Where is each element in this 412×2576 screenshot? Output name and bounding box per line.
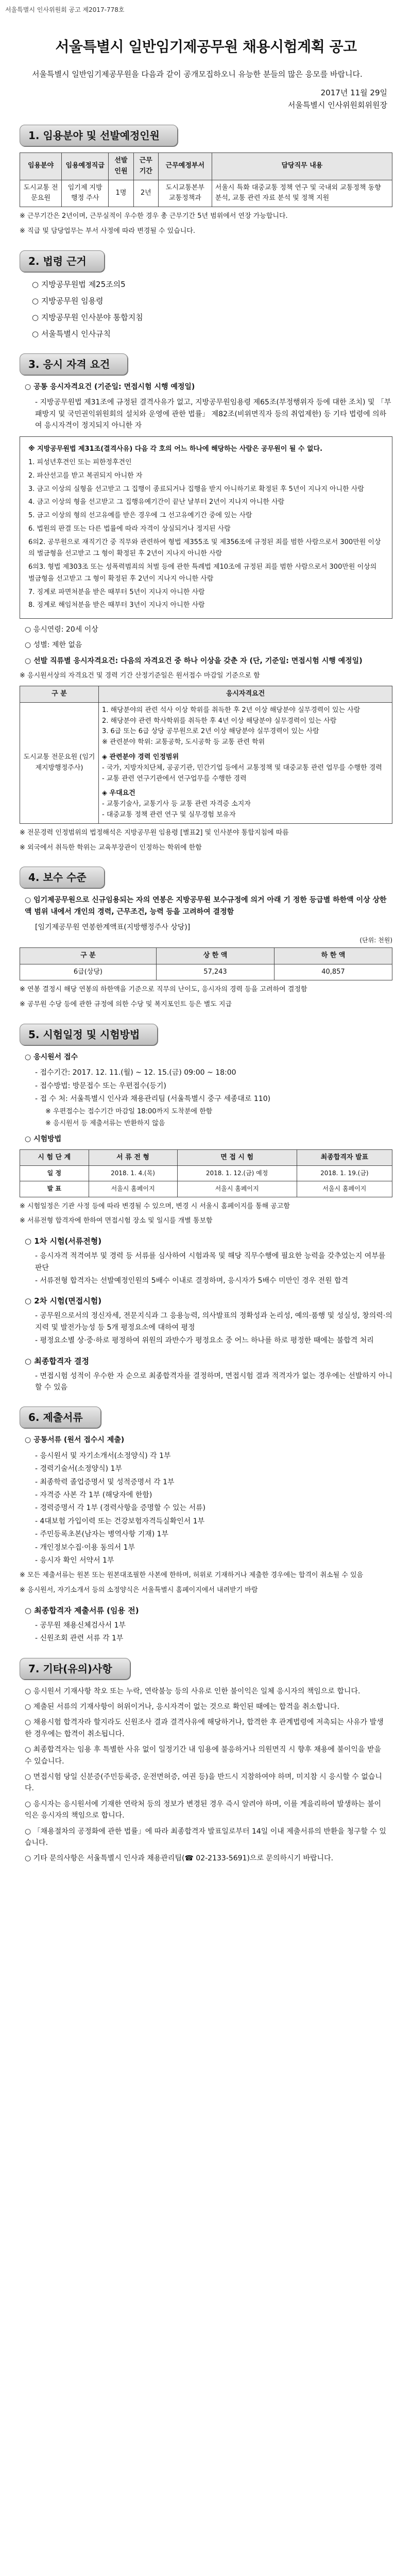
table-row [20, 180, 392, 207]
table-row [20, 702, 392, 823]
doc-item: - 개인정보수집·이용 동의서 1부 [35, 1543, 135, 1552]
disqual-row: 2. 파산선고를 받고 복권되지 아니한 자 [28, 471, 143, 480]
table-row [20, 1166, 392, 1181]
cell: 2018. 1. 19.(금) [297, 1166, 392, 1181]
section2-title: 2. 법령 근거 [20, 250, 392, 272]
qualification-table [20, 686, 392, 824]
cell: 2018. 1. 4.(목) [89, 1166, 177, 1181]
cell: 서울시 홈페이지 [297, 1181, 392, 1197]
doc-item: - 경력증명서 각 1부 (경력사항을 증명할 수 있는 서류) [35, 1504, 205, 1513]
disqual-row: 8. 징계로 해임처분을 받은 때부터 3년이 지나지 아니한 사람 [28, 601, 205, 609]
req-line: 2. 해당분야 관련 학사학위를 취득한 후 4년 이상 해당분야 실무경력이 있는 사람 [102, 717, 337, 725]
doc-item: - 주민등록초본(남자는 병역사항 기재) 1부 [35, 1530, 169, 1539]
disqualification-box [20, 436, 392, 619]
final-decision-title: ○ 최종합격자 결정 [25, 1356, 89, 1366]
note: ※ 근무기간은 2년이며, 근무실적이 우수한 경우 총 근무기간 5년 범위에서 연장 가능합니다. [20, 212, 288, 221]
disqual-row: 3. 금고 이상의 실형을 선고받고 그 집행이 종료되거나 집행을 받지 아니하기로 확정된 후 5년이 지나지 아니한 사람 [28, 485, 364, 493]
th-requirement: 응시자격요건 [99, 686, 392, 703]
disqual-title: ※ 지방공무원법 제31조(결격사유) 다음 각 호의 어느 하나에 해당하는 사람은 공무원이 될 수 없다. [28, 445, 323, 453]
docs-title: ○ 공통서류 (원서 접수시 제출) [25, 1436, 125, 1445]
pref2-line: - 교통기술사, 교통기사 등 교통 관련 자격증 소지자 [102, 800, 251, 808]
cell: 일 정 [20, 1166, 89, 1181]
caution-item: ○ 제출된 서류의 기재사항이 허위이거나, 응시자격이 없는 것으로 확인된 때에는 합격을 취소합니다. [25, 1703, 340, 1711]
disqual-row: 6의3. 형법 제303조 또는 성폭력범죄의 처벌 등에 관한 특례법 제10조에 규정된 죄를 범한 사람으로서 300만원 이상의 벌금형을 선고받고 그 형이 확정된 후 2년이 지나지 아니한 사람 [28, 563, 377, 583]
cell-period: 2년 [133, 180, 158, 207]
cell: 서울시 홈페이지 [177, 1181, 297, 1197]
schedule-title: ○ 시험방법 [25, 1135, 62, 1144]
doc-item: - 4대보험 가입이력 또는 건강보험자격득실확인서 1부 [35, 1517, 205, 1526]
note: ※ 응시원서, 자기소개서 등의 소정양식은 서울특별시 홈페이지에서 내려받기 바람 [20, 1586, 258, 1595]
cell: 발 표 [20, 1181, 89, 1197]
intro-text: 서울특별시 일반임기제공무원을 다음과 같이 공개모집하오니 유능한 분들의 많은 응모를 바랍니다. [32, 69, 363, 79]
apply-item: - 접수기간: 2017. 12. 11.(월) ~ 12. 15.(금) 09:00 ~ 18:00 [35, 1069, 236, 1077]
disqual-row: 1. 피성년후견인 또는 피한정후견인 [28, 459, 132, 467]
cell: 서울시 홈페이지 [89, 1181, 177, 1197]
common-req-text: - 지방공무원법 제31조에 규정된 결격사유가 없고, 지방공무원임용령 제65조(부정행위자 등에 대한 조치) 및 「부패방지 및 국민권익위원회의 설치와 운영에 관한 법률」 제82조(비위면직자 등의 취업제한) 등 기타 법령에 의하여 응시자격이 정지되지 아니한 자 [35, 398, 391, 430]
table-row [20, 1181, 392, 1197]
cell-max: 57,243 [156, 964, 274, 980]
caution-item: ○ 면접시험 당일 신분증(주민등록증, 운전면허증, 여권 등)을 반드시 지참하여야 하며, 미지참 시 응시할 수 없습니다. [25, 1773, 382, 1793]
list-item: ○ 서울특별시 인사규칙 [32, 329, 111, 338]
apply-title: ○ 응시원서 접수 [25, 1053, 78, 1061]
section5-title: 5. 시험일정 및 시험방법 [20, 1024, 392, 1045]
section7-title: 7. 기타(유의)사항 [20, 1658, 392, 1680]
cell: 2018. 1. 12.(금) 예정 [177, 1166, 297, 1181]
gender-req: ○ 성별: 제한 없음 [25, 641, 82, 650]
th-field: 임용분야 [20, 152, 62, 180]
pref-title: ◈ 관련분야 경력 인정범위 [102, 753, 179, 761]
section4-title: 4. 보수 수준 [20, 867, 392, 888]
th-dept: 근무예정부서 [158, 152, 212, 180]
caution-item: ○ 기타 문의사항은 서울특별시 인사과 채용관리팀(☎ 02-2133-5691)으로 문의하시기 바랍니다. [25, 1854, 334, 1863]
cell-duties: 서울시 특화 대중교통 정책 연구 및 국내외 교통정책 동향 분석, 교통 관련 자료 분석 및 정책 지원 [212, 180, 392, 207]
age-req: ○ 응시연령: 20세 이상 [25, 625, 98, 634]
table-row [20, 964, 392, 980]
list-item: ○ 지방공무원 임용령 [32, 296, 104, 306]
req-line: ※ 관련분야 학위: 교통공학, 도시공학 등 교통 관련 학위 [102, 738, 265, 747]
disqual-row: 5. 금고 이상의 형의 선고유예를 받은 경우에 그 선고유예기간 중에 있는 사람 [28, 512, 252, 520]
cell-field: 도시교통 전문요원 (임기제지방행정주사) [20, 702, 99, 823]
note: ※ 응시원서상의 자격요건 및 경력 기간 산정기준일은 원서접수 마감일 기준으로 함 [20, 672, 260, 680]
note: ※ 모든 제출서류는 원본 또는 원본대조필한 사본에 한하며, 허위로 기재하거나 제출한 경우에는 합격이 취소될 수 있음 [20, 1571, 364, 1580]
cell-dept: 도시교통본부 교통정책과 [158, 180, 212, 207]
note: ※ 공무원 수당 등에 관한 규정에 의한 수당 및 복지포인트 등은 별도 지급 [20, 1001, 232, 1009]
th-category: 구 분 [20, 947, 157, 964]
apply-item: ※ 응시원서 등 제출서류는 반환하지 않음 [45, 1120, 165, 1128]
req-line: 1. 해당분야의 관련 석사 이상 학위를 취득한 후 2년 이상 해당분야 실무경력이 있는 사람 [102, 706, 360, 714]
th-period: 근무기간 [133, 152, 158, 180]
table-header-row [20, 686, 392, 703]
final-docs-title: ○ 최종합격자 제출서류 (임용 전) [25, 1605, 139, 1615]
cell-min: 40,857 [274, 964, 392, 980]
note: ※ 연봉 결정시 해당 연봉의 하한액을 기준으로 직무의 난이도, 응시자의 경력 등을 고려하여 결정함 [20, 986, 307, 994]
common-req-title: ○ 공통 응시자격요건 (기준일: 면접시험 시행 예정일) [25, 382, 195, 391]
doc-screen-title: ○ 1차 시험(서류전형) [25, 1236, 102, 1246]
caution-item: ○ 응시원서 기재사항 착오 또는 누락, 연락불능 등의 사유로 인한 불이익은 일체 응시자의 책임으로 합니다. [25, 1687, 360, 1696]
notice-number: 서울특별시 인사위원회 공고 제2017-778호 [5, 6, 125, 13]
th-max: 상 한 액 [156, 947, 274, 964]
pay-table-caption: [임기제공무원 연봉한계액표(지방행정주사 상당)] [35, 923, 191, 932]
pref2-line: - 대중교통 정책 관련 연구 및 실무경험 보유자 [102, 811, 236, 819]
note: ※ 서류전형 합격자에 한하여 면접시험 장소 및 일시를 개별 통보함 [20, 1217, 213, 1225]
pay-table [20, 947, 392, 981]
cell-count: 1명 [109, 180, 133, 207]
table-header-row [20, 1149, 392, 1166]
section3-title: 3. 응시 자격 요건 [20, 353, 392, 375]
th-min: 하 한 액 [274, 947, 392, 964]
interview-item: - 평정요소별 상·중·하로 평정하여 위원의 과반수가 평정요소 중 어느 하나를 하로 평정한 때에는 불합격 처리 [35, 1336, 374, 1345]
final-decision-item: - 면접시험 성적이 우수한 자 순으로 최종합격자를 결정하며, 면접시험 결과 적격자가 없는 경우에는 선발하지 아니할 수 있음 [35, 1371, 392, 1392]
caution-item: ○ 「채용절차의 공정화에 관한 법률」에 따라 최종합격자 발표일로부터 14일 이내 제출서류의 반환을 청구할 수 있습니다. [25, 1827, 386, 1847]
note: ※ 시험일정은 기관 사정 등에 따라 변경될 수 있으며, 변경 시 서울시 홈페이지를 통해 공고함 [20, 1202, 290, 1210]
doc-item: - 응시자 확인 서약서 1부 [35, 1556, 114, 1565]
schedule-table [20, 1149, 392, 1197]
doc-item: - 최종학력 졸업증명서 및 성적증명서 각 1부 [35, 1478, 175, 1486]
note: ※ 외국에서 취득한 학위는 교육부장관이 인정하는 학위에 한함 [20, 843, 202, 852]
doc-item: - 응시원서 및 자기소개서(소정양식) 각 1부 [35, 1451, 171, 1460]
disqual-row: 7. 징계로 파면처분을 받은 때부터 5년이 지나지 아니한 사람 [28, 588, 205, 596]
doc-item: - 자격증 사본 각 1부 (해당자에 한함) [35, 1490, 152, 1499]
th-category: 구 분 [20, 686, 99, 703]
notice-date: 2017년 11월 29일 [320, 88, 387, 97]
disqual-row: 4. 금고 이상의 형을 선고받고 그 집행유예기간이 끝난 날부터 2년이 지나지 아니한 사람 [28, 498, 285, 506]
list-item: ○ 지방공무원법 제25조의5 [32, 279, 126, 289]
final-doc-item: - 공무원 채용신체검사서 1부 [35, 1621, 126, 1630]
th-grade: 임용예정직급 [62, 152, 109, 180]
th-doc: 서 류 전 형 [89, 1149, 177, 1166]
cell-grade: 임기제 지방행정 주사 [62, 180, 109, 207]
table-header-row [20, 152, 392, 180]
th-final: 최종합격자 발표 [297, 1149, 392, 1166]
req-line: 3. 6급 또는 6급 상당 공무원으로 2년 이상 해당분야 실무경력이 있는 사람 [102, 727, 319, 736]
disqual-row: 6의2. 공무원으로 재직기간 중 직무와 관련하여 형법 제355조 및 제356조에 규정된 죄를 범한 사람으로서 300만원 이상의 벌금형을 선고받고 그 형이 확정된 후 2년이 지나지 아니한 사람 [28, 538, 381, 558]
table-header-row [20, 947, 392, 964]
pref-line: - 국가, 지방자치단체, 공공기관, 민간기업 등에서 교통정책 및 대중교통 관련 업무를 수행한 경력 [102, 764, 382, 772]
doc-screen-item: - 응시자격 적격여부 및 경력 등 서류를 심사하여 시험과목 및 해당 직무수행에 필요한 능력을 갖추었는지 여부를 판단 [35, 1252, 386, 1272]
doc-screen-item: - 서류전형 합격자는 선발예정인원의 5배수 이내로 결정하며, 응시자가 5배수 미만인 경우 전원 합격 [35, 1277, 349, 1285]
pref2-title: ◈ 우대요건 [102, 789, 135, 798]
th-count: 선발인원 [109, 152, 133, 180]
pref-line: - 교통 관련 연구기관에서 연구업무를 수행한 경력 [102, 774, 247, 783]
th-interview: 면 접 시 험 [177, 1149, 297, 1166]
cell-grade: 6급(상당) [20, 964, 157, 980]
recruit-table [20, 152, 392, 207]
selection-req-title: ○ 선발 직류별 응시자격요건: 다음의 자격요건 중 하나 이상을 갖춘 자 (단, 기준일: 면접시험 시행 예정일) [25, 656, 363, 665]
pay-text: ○ 임기제공무원으로 신규임용되는 자의 연봉은 지방공무원 보수규정에 의거 아래 기 정한 등급별 하한액 이상 상한액 범위 내에서 개인의 경력, 근무조건, 능력 등을 고려하여 결정함 [25, 896, 387, 916]
section1-title: 1. 임용분야 및 선발예정인원 [20, 125, 392, 146]
interview-title: ○ 2차 시험(면접시험) [25, 1296, 102, 1306]
notice-org: 서울특별시 인사위원회위원장 [287, 100, 387, 110]
section6-title: 6. 제출서류 [20, 1406, 392, 1428]
page-title: 서울특별시 일반임기제공무원 채용시험계획 공고 [55, 38, 357, 56]
list-item: ○ 지방공무원 인사분야 통합지침 [32, 312, 143, 322]
cell-requirement [99, 702, 392, 823]
pay-unit: (단위: 천원) [359, 936, 392, 944]
caution-item: ○ 채용시험 합격자라 할지라도 신원조사 결과 결격사유에 해당하거나, 합격한 후 관계법령에 저촉되는 사유가 발생한 경우에는 합격이 취소됩니다. [25, 1718, 384, 1738]
doc-item: - 경력기술서(소정양식) 1부 [35, 1465, 123, 1473]
th-stage: 시 험 단 계 [20, 1149, 89, 1166]
caution-item: ○ 최종합격자는 임용 후 특별한 사유 없이 일정기간 내 임용에 불응하거나 의원면직 시 향후 채용에 불이익을 받을 수 있습니다. [25, 1745, 381, 1766]
caution-item: ○ 응시자는 응시원서에 기재한 연락처 등의 정보가 변경된 경우 즉시 알려야 하며, 이를 게을리하여 발생하는 불이익은 응시자의 책임으로 합니다. [25, 1800, 381, 1820]
final-doc-item: - 신원조회 관련 서류 각 1부 [35, 1634, 124, 1643]
note: ※ 전문경력 인정범위의 법정해석은 지방공무원 임용령 [별표2] 및 인사분야 통합지침에 따름 [20, 828, 289, 837]
interview-item: - 공무원으로서의 정신자세, 전문지식과 그 응용능력, 의사발표의 정확성과 논리성, 예의·품행 및 성실성, 창의력·의지력 및 발전가능성 등 5개 평정요소에 대하여 평정 [35, 1312, 392, 1332]
apply-item: - 접 수 처: 서울특별시 인사과 채용관리팀 (서울특별시 중구 세종대로 110) [35, 1095, 271, 1104]
apply-item: - 접수방법: 방문접수 또는 우편접수(등기) [35, 1081, 166, 1090]
note: ※ 직급 및 담당업무는 부서 사정에 따라 변경될 수 있습니다. [20, 227, 196, 235]
disqual-row: 6. 법원의 판결 또는 다른 법률에 따라 자격이 상실되거나 정지된 사람 [28, 524, 231, 533]
cell-field: 도시교통 전문요원 [20, 180, 62, 207]
th-duties: 담당직무 내용 [212, 152, 392, 180]
apply-item: ※ 우편접수는 접수기간 마감일 18:00까지 도착분에 한함 [45, 1107, 213, 1115]
